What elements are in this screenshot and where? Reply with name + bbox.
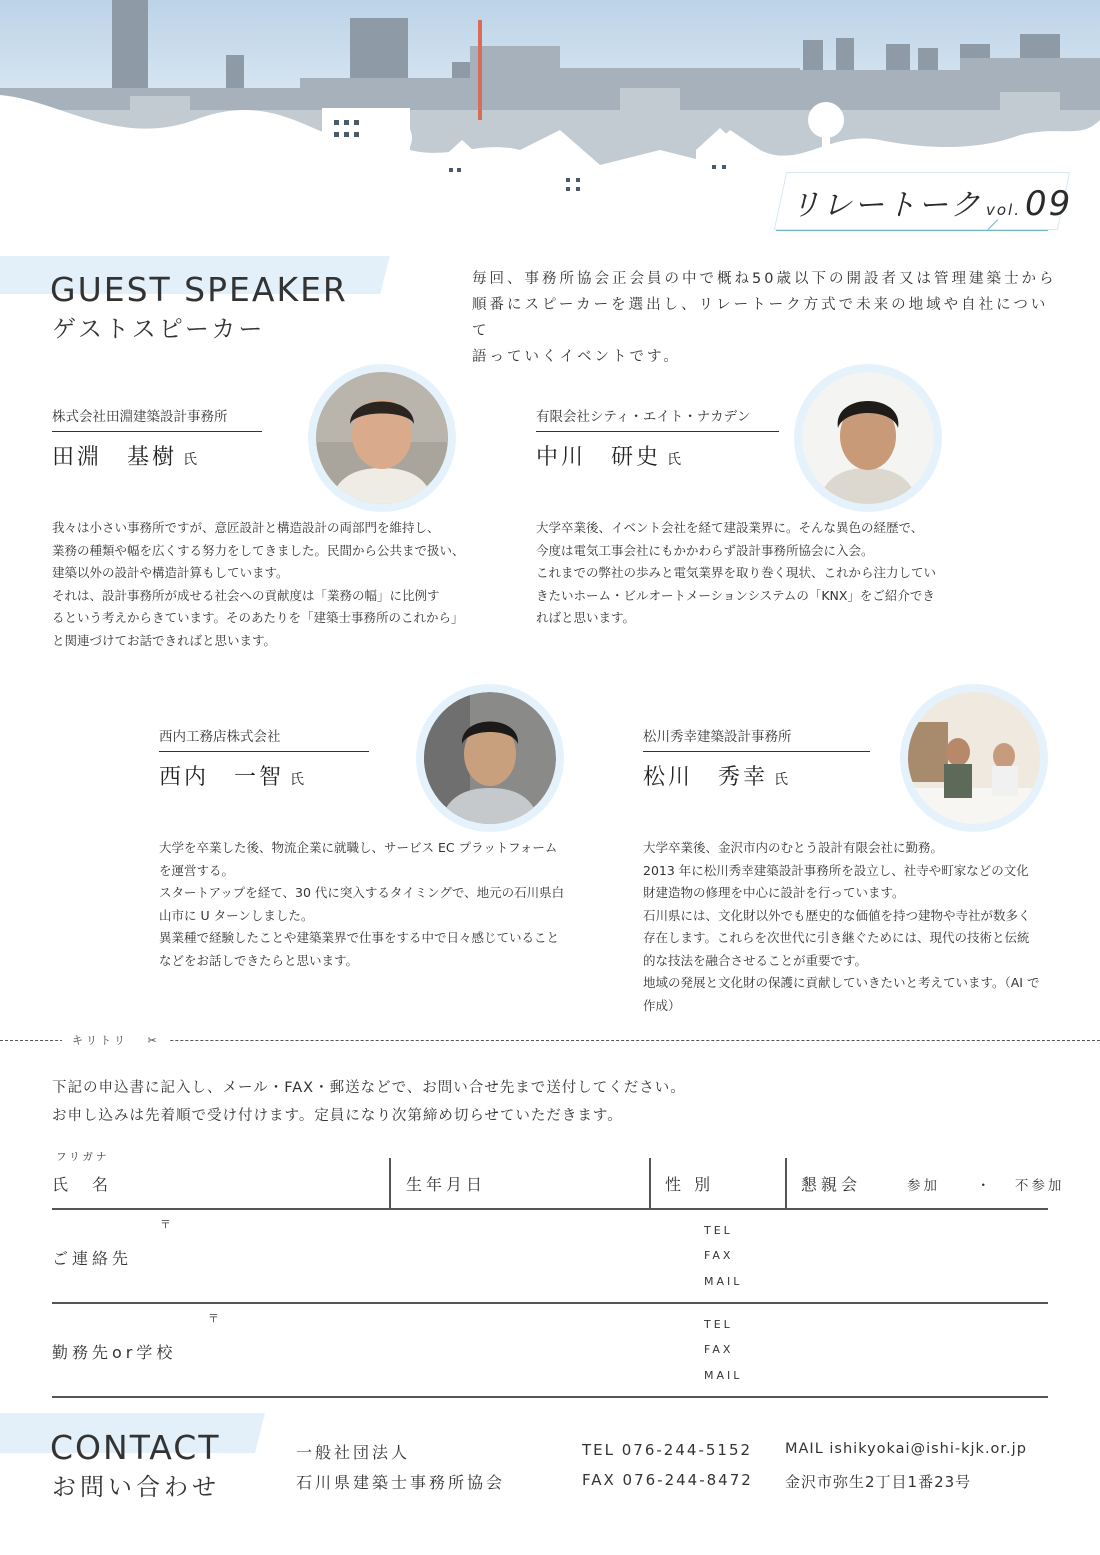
bio-line: などをお話しできたらと思います。 — [159, 952, 359, 968]
speaker-photo-nishiuchi — [424, 692, 556, 824]
tel-label: TEL — [704, 1318, 733, 1331]
bio-line: 大学を卒業した後、物流企業に就職し、サービス EC プラットフォーム — [159, 840, 558, 855]
bio-line: 大学卒業後、金沢市内のむとう設計有限会社に勤務。 — [643, 840, 944, 855]
bio-line: 財建造物の修理を中心に設計を行っています。 — [643, 885, 905, 900]
guest-heading-en: GUEST SPEAKER — [50, 270, 348, 309]
mail-label: MAIL — [704, 1369, 743, 1382]
speaker-name — [643, 760, 788, 791]
speaker-photo-tabuchi — [316, 372, 448, 504]
fax-label: FAX — [704, 1249, 734, 1262]
speaker-name — [52, 440, 197, 471]
relay-talk-vol: vol. — [986, 201, 1021, 219]
form-divider — [649, 1158, 651, 1208]
notice-line: お申し込みは先着順で受け付けます。定員になり次第締め切らせていただきます。 — [52, 1108, 623, 1124]
party-attend-option[interactable]: 参加 — [907, 1178, 940, 1194]
bio-line: 的な技法を融合させることが重要です。 — [643, 952, 868, 968]
bio-line: 2013 年に松川秀幸建築設計事務所を設立し、社寺や町家などの文化 — [643, 862, 1029, 878]
speaker-bio — [52, 517, 472, 652]
form-row-line — [52, 1208, 1048, 1210]
speaker-company: 西内工務店株式会社 — [159, 725, 369, 752]
tel-label: TEL — [704, 1224, 733, 1237]
speaker-honorific: 氏 — [183, 452, 198, 468]
org-name: 石川県建築士事務所協会 — [296, 1473, 506, 1492]
form-row-line — [52, 1302, 1048, 1304]
party-not-attend-option[interactable]: 不参加 — [1014, 1178, 1065, 1194]
speaker-bio — [159, 837, 579, 972]
bio-line: 我々は小さい事務所ですが、意匠設計と構造設計の両部門を維持し、 — [52, 520, 440, 535]
contact-tel: TEL 076-244-5152 — [582, 1441, 753, 1459]
application-notice — [52, 1074, 686, 1130]
contact-mail-link[interactable]: MAIL ishikyokai@ishi-kjk.or.jp — [785, 1441, 1027, 1457]
bio-line: 大学卒業後、イベント会社を経て建設業界に。そんな異色の経歴で、 — [536, 520, 924, 535]
party-label: 懇親会 — [801, 1175, 862, 1194]
postal-mark: 〒 — [208, 1312, 222, 1325]
bio-line: を運営する。 — [159, 862, 235, 878]
speaker-photo-matsukawa — [908, 692, 1040, 824]
speaker-company: 株式会社田淵建築設計事務所 — [52, 405, 262, 432]
bio-line: 石川県には、文化財以外でも歴史的な価値を持つ建物や寺社が数多く — [643, 907, 1031, 923]
speaker-company: 有限会社シティ・エイト・ナカデン — [536, 405, 779, 432]
work-label: 勤務先or学校 — [52, 1343, 177, 1362]
intro-line: 語っていくイベントです。 — [472, 349, 681, 365]
bio-line: それは、設計事務所が成せる社会への貢献度は「業務の幅」に比例す — [52, 587, 440, 603]
mail-label: MAIL — [704, 1275, 743, 1288]
relay-talk-underline — [776, 230, 1048, 231]
speaker-bio — [536, 517, 956, 630]
speaker-company: 松川秀幸建築設計事務所 — [643, 725, 870, 752]
party-separator: ・ — [976, 1178, 993, 1194]
postal-mark: 〒 — [160, 1218, 174, 1231]
bio-line: 建築以外の設計や構造計算もしています。 — [52, 565, 289, 580]
org-type: 一般社団法人 — [296, 1443, 411, 1462]
form-divider — [389, 1158, 391, 1208]
bio-line: るという考えからきています。そのあたりを「建築士事務所のこれから」 — [52, 610, 464, 625]
notice-line: 下記の申込書に記入し、メール・FAX・郵送などで、お問い合せ先まで送付してください。 — [52, 1080, 686, 1096]
speaker-name-text: 西内 一智 — [159, 765, 285, 790]
intro-line: 毎回、事務所協会正会員の中で概ね50歳以下の開設者又は管理建築士から — [472, 271, 1057, 287]
relay-talk-label: リレートーク — [790, 188, 982, 223]
contact-fax: FAX 076-244-8472 — [582, 1471, 753, 1489]
speaker-photo-nakagawa — [802, 372, 934, 504]
bio-line: きたいホーム・ビルオートメーションシステムの「KNX」をご紹介でき — [536, 587, 935, 603]
furigana-label: フリガナ — [56, 1151, 110, 1163]
speaker-name-text: 田淵 基樹 — [52, 445, 178, 470]
bio-line: スタートアップを経て、30 代に突入するタイミングで、地元の石川県白 — [159, 885, 565, 900]
name-label: 氏 名 — [52, 1175, 113, 1194]
bio-line: これまでの弊社の歩みと電気業界を取り巻く現状、これから注力してい — [536, 565, 937, 580]
bio-line: 今度は電気工事会社にもかかわらず設計事務所協会に入会。 — [536, 542, 874, 558]
guest-heading-jp: ゲストスピーカー — [52, 315, 266, 343]
party-options — [907, 1174, 1064, 1194]
cut-label-text: キリトリ — [72, 1034, 128, 1047]
bio-line: ればと思います。 — [536, 610, 636, 625]
speaker-bio — [643, 837, 1063, 1017]
fax-label: FAX — [704, 1343, 734, 1356]
bio-line: と関連づけてお話できればと思います。 — [52, 632, 277, 648]
bio-line: 作成） — [643, 997, 681, 1013]
gender-label: 性 別 — [665, 1175, 715, 1194]
intro-line: 順番にスピーカーを選出し、リレートーク方式で未来の地域や自社について — [472, 297, 1049, 339]
speaker-name-text: 松川 秀幸 — [643, 765, 769, 790]
contact-heading-en: CONTACT — [50, 1428, 221, 1467]
birthday-label: 生年月日 — [406, 1175, 487, 1194]
header-skyline-image — [0, 0, 1100, 200]
bio-line: 山市に U ターンしました。 — [159, 907, 314, 923]
event-intro — [472, 266, 1062, 370]
bio-line: 業務の種類や幅を広くする努力をしてきました。民間から公共まで扱い、 — [52, 542, 465, 558]
contact-address: 金沢市弥生2丁目1番23号 — [785, 1473, 972, 1491]
relay-talk-number: 09 — [1025, 184, 1073, 224]
contact-label: ご連絡先 — [52, 1249, 133, 1268]
speaker-name — [536, 440, 681, 471]
contact-heading-jp: お問い合わせ — [52, 1473, 220, 1501]
speaker-honorific: 氏 — [667, 452, 682, 468]
cut-label — [62, 1032, 170, 1048]
speaker-name — [159, 760, 304, 791]
speaker-name-text: 中川 研史 — [536, 445, 662, 470]
bio-line: 地域の発展と文化財の保護に貢献していきたいと考えています。（AI で — [643, 975, 1040, 990]
form-row-line — [52, 1396, 1048, 1398]
scissors-icon: ✂ — [147, 1034, 160, 1047]
speaker-honorific: 氏 — [774, 772, 789, 788]
bio-line: 異業種で経験したことや建築業界で仕事をする中で日々感じていること — [159, 930, 560, 945]
bio-line: 存在します。これらを次世代に引き継ぐためには、現代の技術と伝統 — [643, 930, 1030, 945]
speaker-honorific: 氏 — [290, 772, 305, 788]
relay-talk-title — [790, 180, 1072, 224]
form-divider — [785, 1158, 787, 1208]
